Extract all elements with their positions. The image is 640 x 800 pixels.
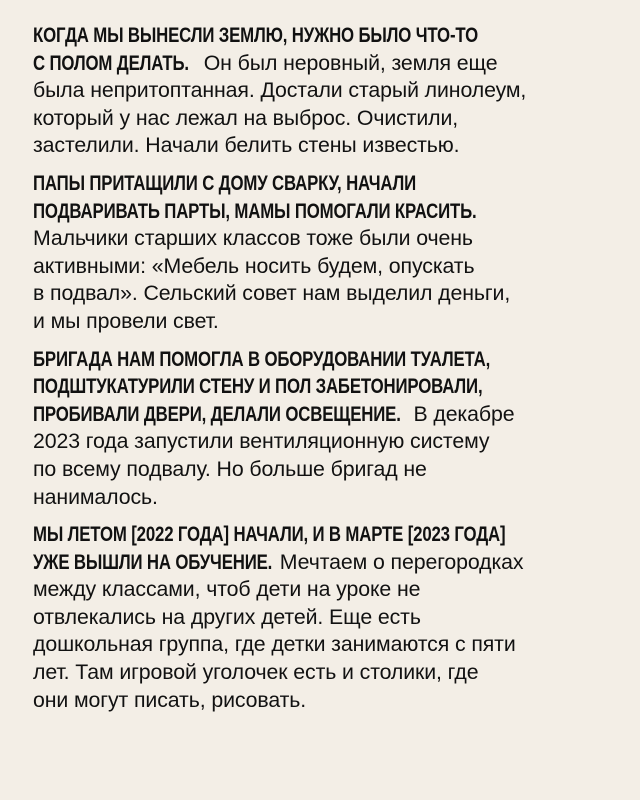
lead-text: УЖЕ ВЫШЛИ НА ОБУЧЕНИЕ. bbox=[33, 550, 273, 574]
lead-text: БРИГАДА НАМ ПОМОГЛА В ОБОРУДОВАНИИ ТУАЛЕТА, bbox=[33, 347, 491, 371]
body-line: застелили. Начали белить стены известью. bbox=[33, 133, 460, 158]
paragraph-4 bbox=[33, 521, 610, 714]
body-text: Он был неровный, земля еще bbox=[197, 50, 498, 75]
body-line: была непритоптанная. Достали старый линолеум, bbox=[33, 78, 527, 103]
paragraph-2 bbox=[33, 170, 610, 336]
body-line: активными: «Мебель носить будем, опускать bbox=[33, 253, 475, 278]
lead-text: С ПОЛОМ ДЕЛАТЬ. bbox=[33, 51, 189, 75]
body-line: в подвал». Сельский совет нам выделил деньги, bbox=[33, 281, 511, 306]
body-line: дошкольная группа, где детки занимаются с пяти bbox=[33, 632, 516, 657]
lead-text: ПОДВАРИВАТЬ ПАРТЫ, МАМЫ ПОМОГАЛИ КРАСИТЬ. bbox=[33, 199, 477, 223]
body-line: и мы провели свет. bbox=[33, 308, 219, 333]
body-line: отвлекались на других детей. Еще есть bbox=[33, 604, 421, 629]
lead-text: ПОДШТУКАТУРИЛИ СТЕНУ И ПОЛ ЗАБЕТОНИРОВАЛИ, bbox=[33, 375, 483, 399]
lead-text: МЫ ЛЕТОМ [2022 ГОДА] НАЧАЛИ, И В МАРТЕ [2023 ГОДА] bbox=[33, 523, 506, 547]
body-text: Мечтаем о перегородках bbox=[273, 549, 524, 574]
body-line: между классами, чтоб дети на уроке не bbox=[33, 577, 421, 602]
body-line: 2023 года запустили вентиляционную систему bbox=[33, 429, 490, 454]
body-line: лет. Там игровой уголочек есть и столики, где bbox=[33, 660, 479, 685]
body-line: Мальчики старших классов тоже были очень bbox=[33, 226, 473, 251]
body-text: В декабре bbox=[407, 401, 515, 426]
body-line: по всему подвалу. Но больше бригад не bbox=[33, 456, 427, 481]
body-line: который у нас лежал на выброс. Очистили, bbox=[33, 105, 459, 130]
body-line: нанималось. bbox=[33, 484, 158, 509]
lead-text: ПАПЫ ПРИТАЩИЛИ С ДОМУ СВАРКУ, НАЧАЛИ bbox=[33, 171, 417, 195]
paragraph-3 bbox=[33, 346, 610, 512]
body-line: они могут писать, рисовать. bbox=[33, 687, 307, 712]
lead-text: ПРОБИВАЛИ ДВЕРИ, ДЕЛАЛИ ОСВЕЩЕНИЕ. bbox=[33, 402, 401, 426]
paragraph-1 bbox=[33, 22, 610, 160]
lead-text: КОГДА МЫ ВЫНЕСЛИ ЗЕМЛЮ, НУЖНО БЫЛО ЧТО-ТО bbox=[33, 24, 478, 47]
